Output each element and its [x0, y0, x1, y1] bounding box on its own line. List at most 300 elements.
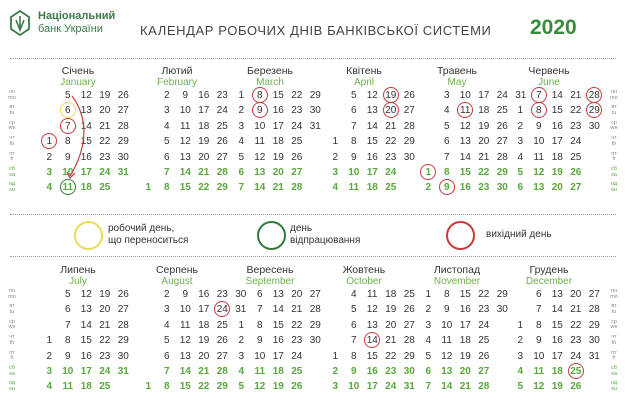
- legend-label-line1: вихідний день: [486, 229, 552, 240]
- day-cell: 29: [496, 289, 508, 300]
- day-cell: 19: [198, 335, 210, 347]
- day-cell: 9: [350, 365, 357, 377]
- day-cell: 15: [366, 136, 378, 148]
- month-may: [419, 65, 527, 196]
- weekday-label: [6, 351, 18, 362]
- month-name: Вересень: [246, 264, 294, 276]
- day-cell: 13: [533, 182, 545, 194]
- legend-label: [290, 223, 360, 247]
- day-cell: 14: [441, 381, 453, 393]
- weekday-row: [40, 165, 129, 180]
- day-cell: 27: [117, 304, 129, 316]
- day-cell: 25: [99, 381, 111, 393]
- day-cell: 29: [588, 319, 600, 331]
- day-cell: 3: [163, 105, 170, 117]
- weekday-row: [232, 302, 321, 317]
- day-cell: 3: [332, 166, 339, 178]
- day-cell: 8: [530, 103, 549, 118]
- day-cell: 10: [179, 105, 191, 117]
- day-cell: 21: [272, 182, 284, 194]
- day-cell: 17: [459, 319, 471, 331]
- day-cell: 11: [441, 335, 452, 347]
- day-cell: 20: [551, 182, 563, 194]
- weekday-row: [232, 180, 308, 195]
- day-cell: 18: [80, 381, 92, 393]
- legend-label-line2: що переноситься: [108, 235, 189, 246]
- weekday-label: [608, 320, 620, 331]
- day-cell: 9: [350, 151, 357, 163]
- weekday-row: [326, 88, 415, 103]
- day-cell: 15: [179, 182, 191, 194]
- day-cell: 11: [180, 120, 191, 132]
- section-divider: [10, 256, 616, 257]
- weekday-label: [6, 320, 18, 331]
- day-cell: 12: [254, 151, 266, 163]
- day-cell: 12: [80, 90, 92, 101]
- holiday-marker: [457, 102, 473, 118]
- day-cell: 17: [366, 166, 378, 178]
- legend-label-line1: робочий день,: [108, 223, 175, 234]
- weekday-row: [40, 302, 129, 317]
- weekday-row: [326, 180, 402, 195]
- day-cell: 13: [179, 350, 191, 362]
- weekday-row: [232, 364, 308, 379]
- legend-label: [486, 229, 552, 241]
- month-name-en: January: [60, 77, 96, 88]
- day-cell: 5: [350, 90, 357, 101]
- day-cell: 28: [117, 120, 129, 132]
- day-cell: 21: [385, 335, 397, 347]
- weekday-row: [419, 379, 495, 394]
- day-cell: 12: [366, 90, 378, 101]
- weekday-label: [608, 304, 620, 315]
- day-cell: 20: [99, 304, 111, 316]
- day-cell: 6: [425, 365, 432, 377]
- weekday-row: [139, 349, 228, 364]
- day-cell: 1: [332, 350, 339, 362]
- month-name: Лютий: [161, 65, 193, 77]
- day-cell: 9: [535, 120, 542, 132]
- day-cell: 31: [309, 120, 321, 132]
- day-cell: 12: [179, 136, 191, 148]
- day-cell: 2: [163, 90, 170, 101]
- weekday-row: [139, 318, 228, 333]
- day-cell: 19: [272, 151, 284, 163]
- weekday-label-en: tu: [611, 109, 617, 116]
- day-cell: 26: [570, 381, 582, 393]
- weekday-label-ua: чт: [9, 334, 15, 341]
- holiday-marker: [60, 118, 76, 134]
- weekday-label-en: sa: [9, 171, 15, 178]
- day-cell: 7: [238, 182, 245, 194]
- day-cell: 24: [385, 166, 397, 178]
- weekday-row: [139, 165, 228, 180]
- month-july: [40, 264, 129, 395]
- day-cell: 11: [180, 319, 191, 331]
- day-cell: 13: [272, 289, 284, 300]
- day-cell: 23: [291, 335, 303, 347]
- weekday-row: [419, 150, 508, 165]
- day-cell: 1: [40, 134, 59, 149]
- day-cell: 25: [385, 182, 397, 194]
- holiday-marker: [214, 301, 230, 317]
- weekday-label: [6, 121, 18, 132]
- day-cell: 26: [117, 90, 129, 101]
- day-cell: 17: [198, 304, 210, 316]
- weekday-label-en: su: [9, 186, 15, 193]
- day-cell: 2: [517, 120, 524, 132]
- day-cell: 3: [238, 350, 245, 362]
- day-cell: 20: [382, 103, 401, 118]
- weekday-label-en: th: [611, 140, 617, 147]
- day-cell: 30: [309, 335, 321, 347]
- weekday-row: [139, 103, 228, 118]
- section-divider: [10, 214, 616, 215]
- day-cell: 28: [403, 335, 415, 347]
- day-cell: 13: [459, 136, 471, 148]
- day-cell: 9: [64, 151, 71, 163]
- day-cell: 18: [80, 182, 92, 194]
- day-cell: 22: [478, 289, 490, 300]
- day-cell: 9: [251, 103, 270, 118]
- day-cell: 14: [459, 151, 471, 163]
- day-cell: 9: [438, 180, 457, 195]
- weekday-label-ua: вт: [9, 104, 15, 111]
- day-cell: 2: [238, 105, 245, 117]
- month-name-en: July: [69, 276, 87, 287]
- day-cell: 30: [235, 289, 247, 300]
- weekday-label: [608, 351, 620, 362]
- day-cell: 5: [443, 120, 450, 132]
- weekday-label-en: su: [611, 385, 617, 392]
- day-cell: 15: [551, 105, 563, 117]
- day-cell: 22: [198, 381, 210, 393]
- day-cell: 22: [570, 319, 582, 331]
- holiday-marker: [420, 164, 436, 180]
- weekday-label: [608, 90, 620, 101]
- day-cell: 4: [443, 105, 450, 117]
- day-cell: 17: [198, 105, 210, 117]
- day-cell: 23: [385, 365, 397, 377]
- weekday-label: [6, 182, 18, 193]
- day-cell: 29: [585, 103, 604, 118]
- day-cell: 29: [403, 136, 415, 148]
- day-cell: 6: [517, 182, 524, 194]
- month-name: Липень: [60, 264, 96, 276]
- day-cell: 19: [272, 381, 284, 393]
- day-cell: 21: [198, 166, 210, 178]
- legend-label: [108, 223, 188, 247]
- day-cell: 5: [64, 289, 71, 300]
- weekday-label-ua: вт: [611, 104, 617, 111]
- weekday-row: [419, 302, 508, 317]
- weekday-label: [6, 289, 18, 300]
- day-cell: 3: [517, 136, 524, 148]
- holiday-marker: [586, 102, 602, 118]
- day-cell: 31: [588, 350, 600, 362]
- day-cell: 6: [350, 319, 357, 331]
- day-cell: 16: [551, 335, 563, 347]
- day-cell: 16: [551, 120, 563, 132]
- weekday-row: [511, 333, 600, 348]
- day-cell: 27: [216, 151, 228, 163]
- day-cell: 20: [291, 289, 303, 300]
- weekday-label-en: tu: [611, 308, 617, 315]
- day-cell: 16: [272, 105, 284, 117]
- month-january: [40, 65, 129, 196]
- weekday-row: [419, 349, 495, 364]
- day-cell: 29: [117, 136, 129, 148]
- day-cell: 28: [588, 304, 600, 316]
- day-cell: 21: [570, 304, 582, 316]
- day-cell: 28: [117, 319, 129, 331]
- weekday-label: [6, 335, 18, 346]
- weekday-row: [419, 103, 508, 118]
- day-cell: 27: [588, 289, 600, 300]
- bank-name-line2: банк України: [38, 23, 103, 35]
- day-cell: 11: [533, 151, 544, 163]
- weekday-row: [511, 119, 600, 134]
- weekday-label-ua: сб: [611, 166, 617, 172]
- day-cell: 21: [570, 90, 582, 101]
- day-cell: 5: [163, 136, 170, 148]
- day-cell: 27: [570, 182, 582, 194]
- day-cell: 14: [80, 120, 92, 132]
- day-cell: 27: [117, 105, 129, 117]
- weekday-label-en: sa: [611, 370, 617, 377]
- day-cell: 27: [216, 350, 228, 362]
- day-cell: 6: [535, 289, 542, 300]
- weekday-row: [40, 379, 116, 394]
- day-cell: 5: [350, 304, 357, 316]
- weekday-label-en: we: [610, 125, 618, 132]
- day-cell: 28: [216, 166, 228, 178]
- weekday-row: [232, 150, 308, 165]
- weekday-row: [232, 88, 321, 103]
- weekday-label-en: su: [9, 385, 15, 392]
- day-cell: 1: [517, 105, 524, 117]
- weekday-label-ua: нд: [8, 380, 16, 387]
- weekday-row: [511, 379, 587, 394]
- month-august: [139, 264, 247, 395]
- weekday-label: [608, 105, 620, 116]
- day-cell: 17: [80, 166, 92, 178]
- day-cell: 4: [425, 335, 432, 347]
- day-cell: 6: [64, 304, 71, 316]
- holiday-marker: [252, 87, 268, 103]
- weekday-row: [419, 333, 495, 348]
- day-cell: 15: [459, 166, 471, 178]
- day-cell: 3: [517, 350, 524, 362]
- weekday-row: [139, 88, 228, 103]
- day-cell: 23: [291, 105, 303, 117]
- bank-name-line1: Національний: [38, 10, 116, 22]
- day-cell: 23: [99, 350, 111, 362]
- weekday-label-ua: пт: [9, 150, 15, 157]
- day-cell: 27: [496, 136, 508, 148]
- day-cell: 16: [198, 90, 210, 101]
- weekday-label-en: fr: [10, 355, 14, 362]
- day-cell: 1: [145, 182, 152, 194]
- day-cell: 4: [332, 182, 339, 194]
- weekday-label-ua: нд: [8, 181, 16, 188]
- day-cell: 19: [198, 136, 210, 148]
- month-september: [232, 264, 321, 395]
- holiday-marker: [383, 87, 399, 103]
- day-cell: 20: [478, 136, 490, 148]
- day-cell: 10: [254, 120, 266, 132]
- weekday-label: [6, 381, 18, 392]
- holiday-marker: [439, 179, 455, 195]
- weekday-label: [6, 152, 18, 163]
- day-cell: 28: [291, 182, 303, 194]
- day-cell: 5: [517, 166, 524, 178]
- month-june: [511, 65, 600, 196]
- day-cell: 8: [535, 319, 542, 331]
- day-cell: 8: [163, 182, 170, 194]
- day-cell: 13: [80, 105, 92, 117]
- day-cell: 20: [570, 289, 582, 300]
- weekday-label: [6, 105, 18, 116]
- day-cell: 20: [99, 105, 111, 117]
- month-october: [326, 264, 415, 395]
- day-cell: 29: [309, 90, 321, 101]
- day-cell: 21: [99, 319, 111, 331]
- day-cell: 24: [478, 319, 490, 331]
- day-cell: 17: [272, 120, 284, 132]
- weekday-label-en: mo: [610, 94, 618, 101]
- weekday-row: [232, 379, 308, 394]
- day-cell: 23: [99, 151, 111, 163]
- day-cell: 4: [238, 136, 245, 148]
- day-cell: 23: [570, 120, 582, 132]
- weekday-row: [232, 119, 321, 134]
- day-cell: 30: [588, 335, 600, 347]
- day-cell: 10: [459, 90, 471, 101]
- weekday-label-ua: ср: [611, 318, 617, 325]
- month-name: Березень: [247, 65, 293, 77]
- day-cell: 29: [216, 381, 228, 393]
- day-cell: 7: [256, 304, 263, 316]
- day-cell: 22: [385, 136, 397, 148]
- weekday-label-en: th: [9, 339, 15, 346]
- day-cell: 10: [441, 319, 453, 331]
- day-cell: 24: [385, 381, 397, 393]
- weekday-label: [608, 289, 620, 300]
- day-cell: 16: [459, 304, 471, 316]
- day-cell: 6: [350, 105, 357, 117]
- day-cell: 21: [198, 365, 210, 377]
- day-cell: 12: [441, 350, 453, 362]
- day-cell: 23: [216, 289, 228, 300]
- day-cell: 2: [238, 335, 245, 347]
- weekday-row: [139, 379, 228, 394]
- day-cell: 22: [198, 182, 210, 194]
- day-cell: 19: [551, 381, 563, 393]
- day-cell: 26: [291, 151, 303, 163]
- day-cell: 14: [551, 90, 563, 101]
- weekday-label-ua: ср: [9, 318, 15, 325]
- day-cell: 3: [46, 166, 53, 178]
- day-cell: 18: [198, 120, 210, 132]
- weekday-label: [608, 335, 620, 346]
- day-cell: 23: [385, 151, 397, 163]
- day-cell: 26: [403, 304, 415, 316]
- weekday-label: [6, 167, 18, 178]
- day-cell: 2: [517, 335, 524, 347]
- day-cell: 22: [291, 90, 303, 101]
- day-cell: 29: [117, 335, 129, 347]
- weekday-label-en: fr: [612, 355, 616, 362]
- weekday-row: [511, 180, 587, 195]
- day-cell: 1: [46, 335, 53, 347]
- day-cell: 4: [517, 365, 524, 377]
- day-cell: 17: [80, 365, 92, 377]
- day-cell: 17: [478, 90, 490, 101]
- day-cell: 4: [163, 319, 170, 331]
- day-cell: 10: [348, 166, 360, 178]
- weekday-label-ua: пн: [610, 288, 617, 294]
- weekday-row: [40, 119, 129, 134]
- day-cell: 29: [216, 182, 228, 194]
- day-cell: 28: [496, 151, 508, 163]
- weekday-label-en: su: [611, 186, 617, 193]
- weekday-row: [232, 333, 321, 348]
- day-cell: 17: [272, 350, 284, 362]
- weekday-row: [139, 302, 247, 317]
- month-name: Серпень: [155, 264, 199, 276]
- weekday-row: [511, 165, 587, 180]
- day-cell: 12: [254, 381, 266, 393]
- day-cell: 11: [533, 365, 545, 377]
- day-cell: 4: [350, 289, 357, 300]
- day-cell: 26: [496, 120, 508, 132]
- day-cell: 16: [80, 151, 92, 163]
- month-march: [232, 65, 321, 196]
- day-cell: 14: [179, 365, 191, 377]
- day-cell: 19: [551, 166, 563, 178]
- day-cell: 13: [441, 365, 453, 377]
- day-cell: 2: [332, 365, 339, 377]
- day-cell: 22: [385, 350, 397, 362]
- month-name-en: August: [161, 276, 193, 287]
- day-cell: 8: [64, 335, 71, 347]
- weekday-row: [326, 165, 402, 180]
- day-cell: 28: [216, 365, 228, 377]
- holiday-marker: [252, 102, 268, 118]
- day-cell: 7: [425, 381, 432, 393]
- day-cell: 12: [80, 289, 92, 300]
- day-cell: 8: [251, 88, 270, 103]
- weekday-label: [6, 366, 18, 377]
- weekday-label-en: we: [8, 324, 16, 331]
- day-cell: 18: [272, 136, 284, 148]
- day-cell: 15: [80, 335, 92, 347]
- day-cell: 18: [272, 365, 284, 377]
- weekday-row: [419, 287, 508, 302]
- month-february: [139, 65, 228, 196]
- day-cell: 14: [366, 120, 378, 132]
- weekday-row: [419, 88, 527, 103]
- day-cell: 11: [59, 180, 78, 195]
- day-cell: 15: [551, 319, 563, 331]
- day-cell: 7: [163, 166, 170, 178]
- weekday-row: [511, 103, 600, 118]
- day-cell: 22: [478, 166, 490, 178]
- day-cell: 22: [99, 136, 111, 148]
- day-cell: 23: [478, 182, 490, 194]
- day-cell: 11: [367, 289, 378, 300]
